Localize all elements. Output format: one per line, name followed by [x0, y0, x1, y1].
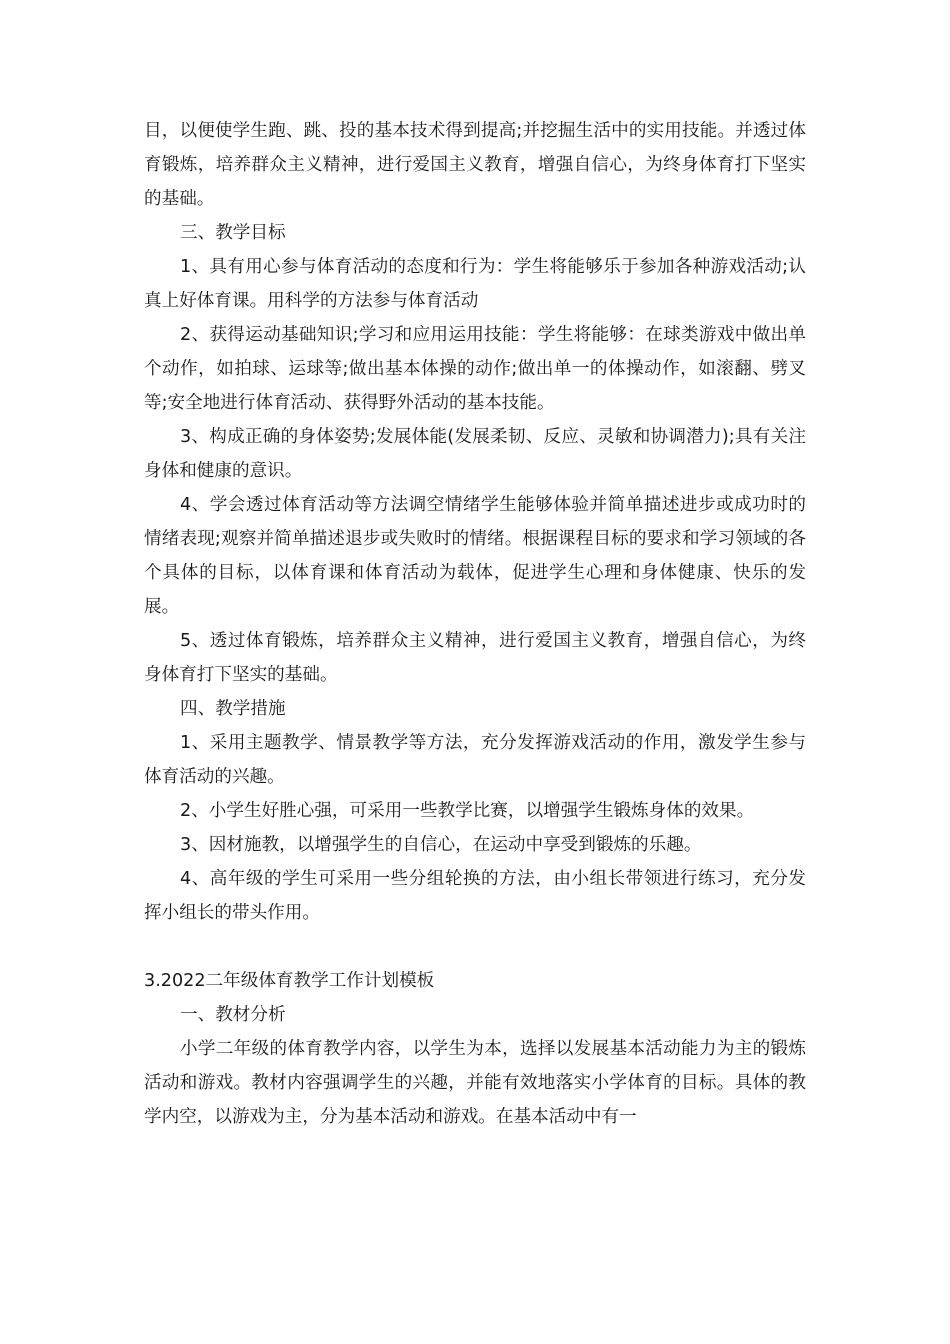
measure-item-2: 2、小学生好胜心强，可采用一些教学比赛，以增强学生锻炼身体的效果。: [180, 801, 755, 821]
material-analysis-paragraph: 小学二年级的体育教学内容，以学生为本，选择以发展基本活动能力为主的锻炼活动和游戏。教材内容强调学生的兴趣，并能有效地落实小学体育的目标。具体的教学内空，以游戏为主，分为基本活动和游戏。在基本活动中有一: [144, 1039, 806, 1127]
goal-item-5: 5、透过体育锻炼，培养群众主义精神，进行爱国主义教育，增强自信心，为终身体育打下坚实的基础。: [144, 631, 806, 685]
measure-item-1: 1、采用主题教学、情景教学等方法，充分发挥游戏活动的作用，激发学生参与体育活动的兴趣。: [144, 733, 806, 787]
section-heading-teaching-measures: 四、教学措施: [180, 699, 286, 719]
paragraph-continuation: 目，以便使学生跑、跳、投的基本技术得到提高;并挖掘生活中的实用技能。并透过体育锻炼，培养群众主义精神，进行爱国主义教育，增强自信心，为终身体育打下坚实的基础。: [144, 121, 806, 209]
document-section-title: 3.2022二年级体育教学工作计划模板: [144, 971, 435, 991]
goal-item-3: 3、构成正确的身体姿势;发展体能(发展柔韧、反应、灵敏和协调潜力);具有关注身体和健康的意识。: [144, 427, 806, 481]
goal-item-2: 2、获得运动基础知识;学习和应用运用技能：学生将能够：在球类游戏中做出单个动作，如拍球、运球等;做出基本体操的动作;做出单一的体操动作，如滚翻、劈叉等;安全地进行体育活动、获得野外活动的基本技能。: [144, 325, 806, 413]
section-heading-teaching-goals: 三、教学目标: [180, 223, 286, 243]
goal-item-1: 1、具有用心参与体育活动的态度和行为：学生将能够乐于参加各种游戏活动;认真上好体育课。用科学的方法参与体育活动: [144, 257, 806, 311]
goal-item-4: 4、学会透过体育活动等方法调空情绪学生能够体验并简单描述进步或成功时的情绪表现;观察并简单描述退步或失败时的情绪。根据课程目标的要求和学习领域的各个具体的目标，以体育课和体育活动为载体，促进学生心理和身体健康、快乐的发展。: [144, 495, 806, 617]
section-heading-material-analysis: 一、教材分析: [180, 1005, 286, 1025]
document-body: [144, 114, 806, 1134]
measure-item-4: 4、高年级的学生可采用一些分组轮换的方法，由小组长带领进行练习，充分发挥小组长的带头作用。: [144, 869, 806, 923]
measure-item-3: 3、因材施教，以增强学生的自信心，在运动中享受到锻炼的乐趣。: [180, 835, 702, 855]
